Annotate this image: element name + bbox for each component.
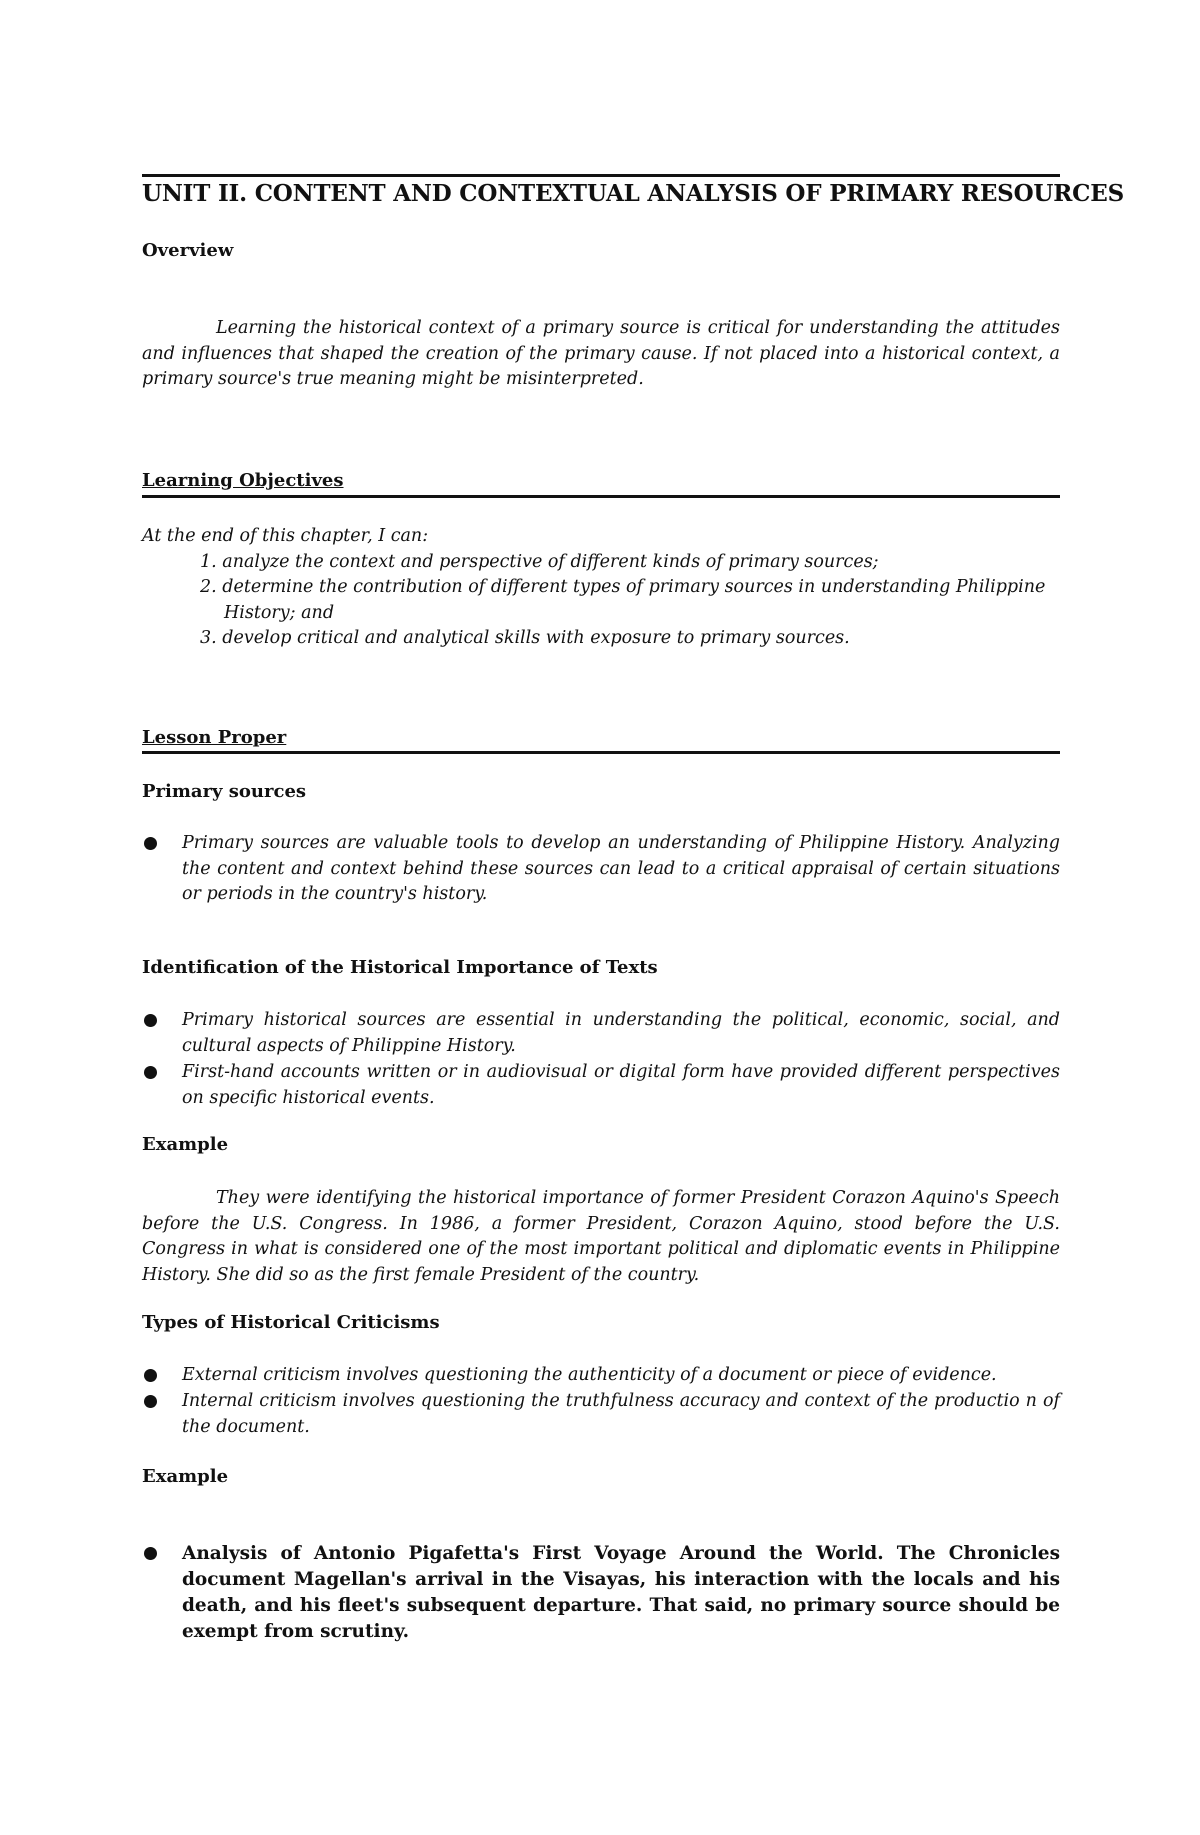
example-heading: Example <box>142 1134 229 1155</box>
bullet-icon <box>144 1547 157 1560</box>
title-top-rule <box>142 174 1060 177</box>
lesson-proper-heading: Lesson Proper <box>142 727 287 748</box>
objective-item-2: 2. determine the contribution of different types of primary sources in understanding Philippine <box>200 577 1046 597</box>
objectives-intro: At the end of this chapter, I can: <box>142 526 429 546</box>
overview-paragraph: Learning the historical context of a primary source is critical for understanding the attitudes and influences that shaped the creation of the primary cause. If not placed into a historical context, a primary source's true meaning might be misinterpreted. <box>142 318 1060 389</box>
objective-item-2-continued: History; and <box>224 603 335 623</box>
unit-title: UNIT II. CONTENT AND CONTEXTUAL ANALYSIS OF PRIMARY RESOURCES <box>142 180 1125 207</box>
overview-heading: Overview <box>142 240 234 261</box>
bullet-icon <box>144 1014 157 1027</box>
objective-item-1: 1. analyze the context and perspective of different kinds of primary sources; <box>200 552 879 572</box>
bullet-icon <box>144 1066 157 1079</box>
identification-heading: Identification of the Historical Importance of Texts <box>142 957 658 978</box>
list-item-text: Primary sources are valuable tools to develop an understanding of Philippine History. Analyzing the content and context behind these sources can lead to a critical appraisal of certain situations or periods in the country's history. <box>182 833 1060 904</box>
example-paragraph: They were identifying the historical importance of former President Corazon Aquino's Speech before the U.S. Congress. In 1986, a former President, Corazon Aquino, stood before the U.S. Congress in what is considered one of the most important political and diplomatic events in Philippine History. She did so as the first female President of the country. <box>142 1188 1060 1285</box>
historical-criticisms-heading: Types of Historical Criticisms <box>142 1312 440 1333</box>
objective-item-3: 3. develop critical and analytical skills with exposure to primary sources. <box>200 628 850 648</box>
objectives-rule <box>142 495 1060 498</box>
list-item-text: External criticism involves questioning the authenticity of a document or piece of evidence. <box>182 1365 997 1385</box>
primary-sources-heading: Primary sources <box>142 781 307 802</box>
bullet-icon <box>144 837 157 850</box>
lesson-rule <box>142 751 1060 754</box>
list-item-text: Internal criticism involves questioning the truthfulness accuracy and context of the productio n of the document. <box>182 1391 1060 1437</box>
list-item-text: First-hand accounts written or in audiovisual or digital form have provided different perspectives on specific historical events. <box>182 1062 1060 1108</box>
document-page <box>142 0 1125 1835</box>
list-item-text: Primary historical sources are essential in understanding the political, economic, social, and cultural aspects of Philippine History. <box>182 1010 1060 1056</box>
bullet-icon <box>144 1369 157 1382</box>
example-heading-2: Example <box>142 1466 229 1487</box>
list-item-text: Analysis of Antonio Pigafetta's First Voyage Around the World. The Chronicles document Magellan's arrival in the Visayas, his interaction with the locals and his death, and his fleet's subsequent departure. That said, no primary source should be exempt from scrutiny. <box>182 1543 1060 1642</box>
bullet-icon <box>144 1395 157 1408</box>
learning-objectives-heading: Learning Objectives <box>142 470 344 491</box>
